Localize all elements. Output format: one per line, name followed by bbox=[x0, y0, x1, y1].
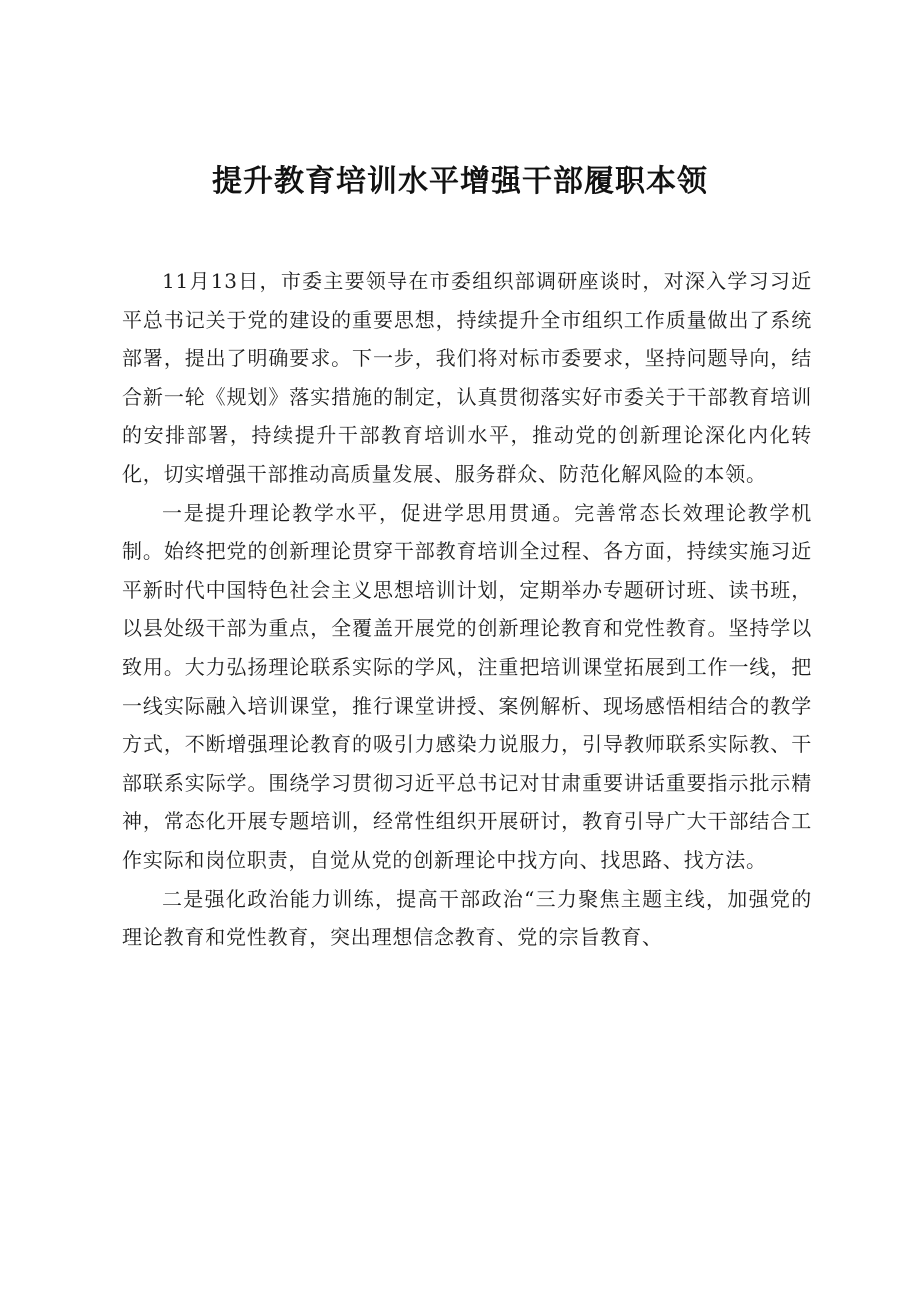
document-title: 提升教育培训水平增强干部履职本领 bbox=[212, 164, 708, 199]
paragraph-political-training: 二是强化政治能力训练，提高干部政治“三力聚焦主题主线，加强党的理论教育和党性教育，突出理想信念教育、党的宗旨教育、 bbox=[122, 886, 812, 950]
paragraph-intro: 11月13日，市委主要领导在市委组织部调研座谈时，对深入学习习近平总书记关于党的建设的重要思想，持续提升全市组织工作质量做出了系统部署，提出了明确要求。下一步，我们将对标市委要求，坚持问题导向，结合新一轮《规划》落实措施的制定，认真贯彻落实好市委关于干部教育培训的安排部署，持续提升干部教育培训水平，推动党的创新理论深化内化转化，切实增强干部推动高质量发展、服务群众、防范化解风险的本领。 bbox=[122, 269, 812, 486]
paragraph-theory-teaching: 一是提升理论教学水平，促进学思用贯通。完善常态长效理论教学机制。始终把党的创新理论贯穿干部教育培训全过程、各方面，持续实施习近平新时代中国特色社会主义思想培训计划，定期举办专题研讨班、读书班，以县处级干部为重点，全覆盖开展党的创新理论教育和党性教育。坚持学以致用。大力弘扬理论联系实际的学风，注重把培训课堂拓展到工作一线，把一线实际融入培训课堂，推行课堂讲授、案例解析、现场感悟相结合的教学方式，不断增强理论教育的吸引力感染力说服力，引导教师联系实际教、干部联系实际学。围绕学习贯彻习近平总书记对甘肃重要讲话重要指示批示精神，常态化开展专题培训，经常性组织开展研讨，教育引导广大干部结合工作实际和岗位职责，自觉从党的创新理论中找方向、找思路、找方法。 bbox=[122, 500, 812, 872]
document-body bbox=[122, 262, 812, 957]
